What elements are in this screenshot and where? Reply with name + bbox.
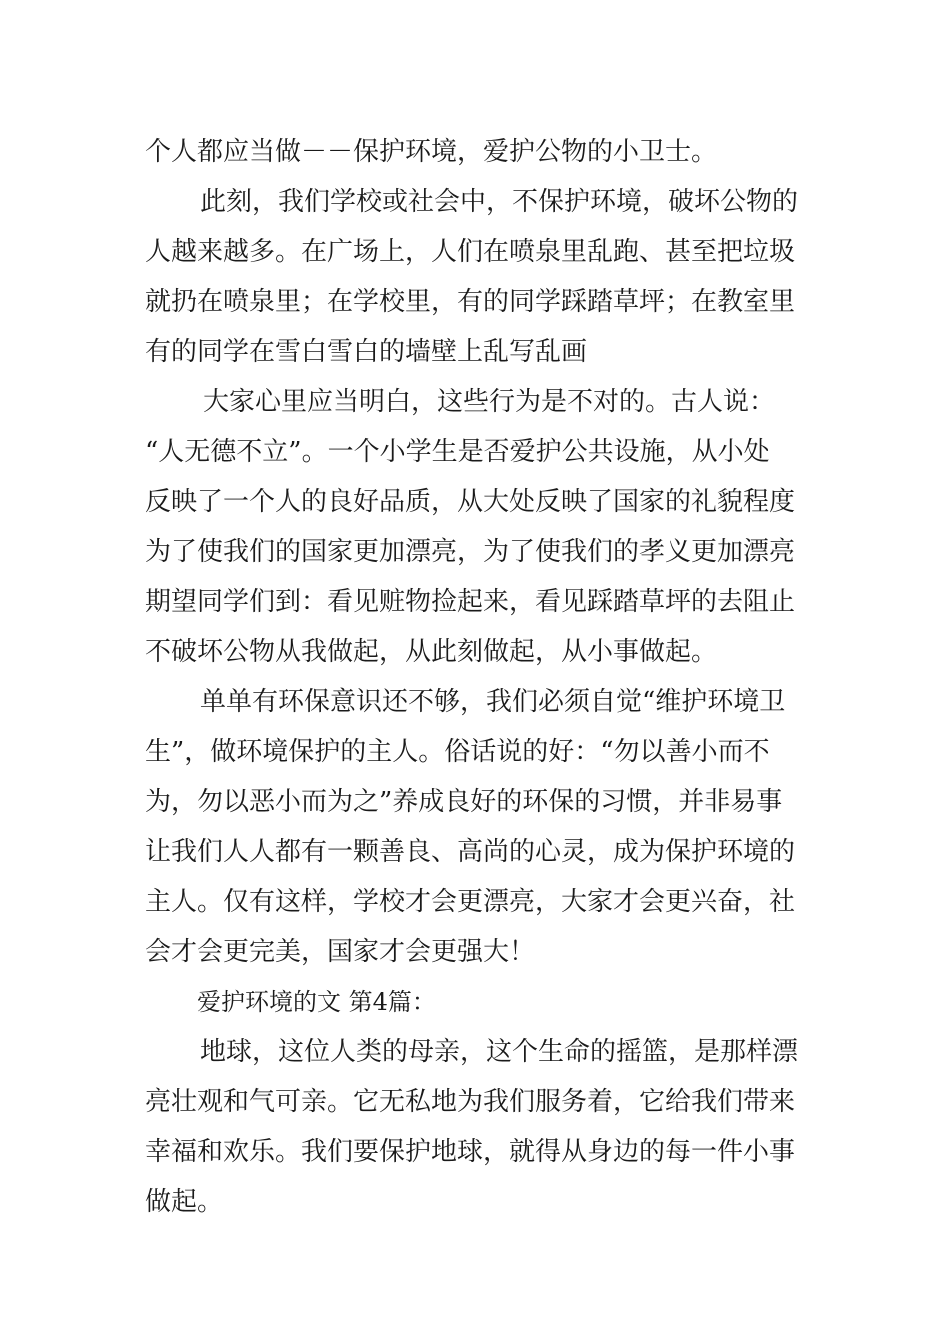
document-body bbox=[145, 127, 810, 1227]
text-line: 不破坏公物从我做起，从此刻做起，从小事做起。 bbox=[145, 637, 718, 667]
paragraph-start-line: 此刻，我们学校或社会中，不保护环境，破坏公物的 bbox=[200, 187, 799, 217]
text-line: 为了使我们的国家更加漂亮，为了使我们的孝义更加漂亮 bbox=[145, 537, 796, 567]
text-line: 期望同学们到：看见赃物捡起来，看见踩踏草坪的去阻止 bbox=[145, 587, 796, 617]
text-line: 做起。 bbox=[145, 1187, 224, 1217]
text-line: 生”，做环境保护的主人。俗话说的好：“勿以善小而不 bbox=[145, 737, 770, 767]
paragraph-start-line: 地球，这位人类的母亲，这个生命的摇篮，是那样漂 bbox=[200, 1037, 799, 1067]
text-line: “人无德不立”。一个小学生是否爱护公共设施，从小处 bbox=[145, 437, 770, 467]
text-line: 就扔在喷泉里；在学校里，有的同学踩踏草坪；在教室里 bbox=[145, 287, 796, 317]
paragraph-start-line: 单单有环保意识还不够，我们必须自觉“维护环境卫 bbox=[200, 687, 786, 717]
text-line: 反映了一个人的良好品质，从大处反映了国家的礼貌程度 bbox=[145, 487, 796, 517]
text-line: 有的同学在雪白雪白的墙壁上乱写乱画 bbox=[145, 337, 588, 367]
text-line: 主人。仅有这样，学校才会更漂亮，大家才会更兴奋，社 bbox=[145, 887, 796, 917]
text-line: 让我们人人都有一颗善良、高尚的心灵，成为保护环境的 bbox=[145, 837, 796, 867]
text-line: 会才会更完美，国家才会更强大！ bbox=[145, 937, 536, 967]
text-line: 亮壮观和气可亲。它无私地为我们服务着，它给我们带来 bbox=[145, 1087, 796, 1117]
text-line: 个人都应当做－－保护环境，爱护公物的小卫士。 bbox=[145, 137, 718, 167]
text-line: 幸福和欢乐。我们要保护地球，就得从身边的每一件小事 bbox=[145, 1137, 796, 1167]
text-line: 为，勿以恶小而为之”养成良好的环保的习惯，并非易事 bbox=[145, 787, 783, 817]
paragraph-start-line: 大家心里应当明白，这些行为是不对的。古人说： bbox=[203, 387, 776, 417]
text-line: 人越来越多。在广场上，人们在喷泉里乱跑、甚至把垃圾 bbox=[145, 237, 796, 267]
section-heading: 爱护环境的文 第4篇： bbox=[197, 988, 436, 1016]
